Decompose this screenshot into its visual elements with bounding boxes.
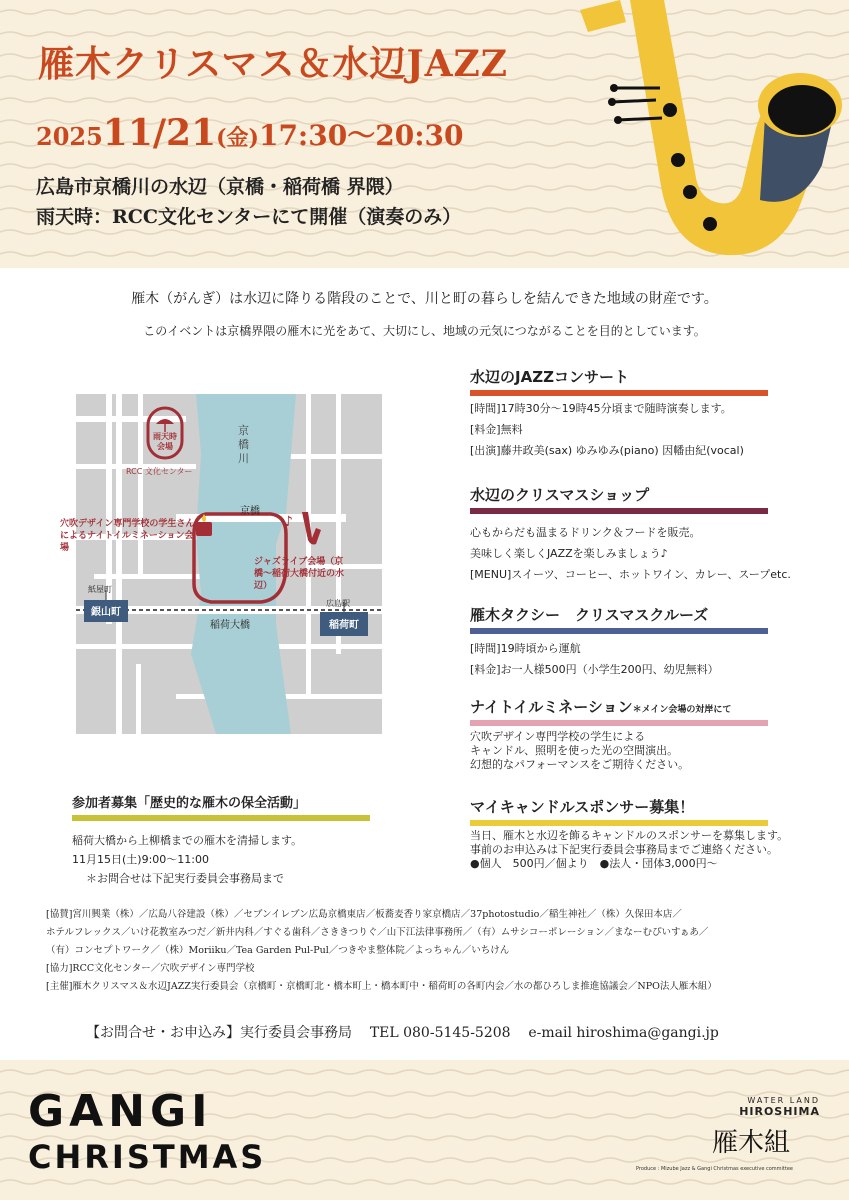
event-weekday: (金) <box>216 125 259 151</box>
volunteer-line: ＊お問合せは下記実行委員会事務局まで <box>86 872 284 885</box>
section-line: 穴吹デザイン専門学校の学生による <box>470 730 646 743</box>
section-line: 美味しく楽しくJAZZを楽しみましょう♪ <box>470 547 668 560</box>
credits-line: ホテルフレックス／いけ花教室みつだ／新井内科／すぐる歯科／さききつりぐ／山下江法律事務所／（有）ムサシコーポレーション／まなーむぴいすぁあ／ <box>46 927 709 938</box>
section-candle-sponsor <box>470 796 789 871</box>
produce-credit: Produce : Mizube Jazz & Gangi Christmas executive committee <box>636 1166 793 1172</box>
credits-line: （有）コンセプトワーク／（株）Moriiku／Tea Garden Pul-Pul／つきやま整体院／よっちゃん／いちけん <box>46 945 510 956</box>
contact-tel[interactable]: TEL 080-5145-5208 <box>369 1025 511 1041</box>
section-line: ●個人 500円／個より ●法人・団体3,000円〜 <box>470 857 718 870</box>
section-line: 幻想的なパフォーマンスをご期待ください。 <box>470 758 690 771</box>
place-line-1: 広島市京橋川の水辺（京橋・稲荷橋 界隈） <box>36 176 404 198</box>
section-line: キャンドル、照明を使った光の空間演出。 <box>470 744 679 757</box>
credits-line: [主催]雁木クリスマス＆水辺JAZZ実行委員会（京橋町・京橋町北・橋本町上・橋本町中・稲荷町の各町内会／水の都ひろしま推進協議会／NPO法人雁木組） <box>46 981 717 992</box>
section-bar <box>470 628 768 634</box>
gangi-christmas-logo <box>28 1086 267 1180</box>
map-label-ginzan: 銀山町 <box>91 607 121 618</box>
section-title-text: ナイトイルミネーション <box>470 698 633 716</box>
map-label-inari: 稲荷町 <box>329 620 359 631</box>
event-place <box>36 172 461 232</box>
logo-line-1: GANGI <box>28 1086 213 1137</box>
section-line: [料金]お一人様500円（小学生200円、幼児無料） <box>470 663 719 676</box>
section-bar <box>470 820 768 826</box>
event-date <box>36 112 464 154</box>
section-title <box>470 696 770 717</box>
section-christmas-shop <box>470 484 791 585</box>
wave-line <box>0 1070 849 1074</box>
volunteer-line: 11月15日(土)9:00〜11:00 <box>72 853 209 866</box>
credits-line: [協賛]宮川興業（株）／広島八谷建設（株）／セブンイレブン広島京橋東店／板蕎麦香り家京橋店／37photostudio／稲生神社／（株）久保田本店／ <box>46 909 682 920</box>
event-month-day: 11/21 <box>102 112 217 154</box>
saxophone-illustration <box>560 0 849 268</box>
map-label-illumination: 穴吹デザイン専門学校の学生さんによるナイトイルミネーション会場 <box>60 519 195 553</box>
section-line: [時間]19時頃から運航 <box>470 642 581 655</box>
section-line: [時間]17時30分〜19時45分頃まで随時演奏します。 <box>470 402 732 415</box>
section-bar <box>470 508 768 514</box>
section-line: 当日、雁木と水辺を飾るキャンドルのスポンサーを募集します。 <box>470 829 789 842</box>
section-night-illumination <box>470 696 770 772</box>
gangigumi-logo: 雁木組 <box>712 1128 791 1158</box>
contact-label: 【お問合せ・お申込み】実行委員会事務局 <box>86 1025 352 1041</box>
event-year: 2025 <box>36 122 103 151</box>
logo-line-2: CHRISTMAS <box>28 1138 267 1176</box>
credits-line: [協力]RCC文化センター／穴吹デザイン専門学校 <box>46 963 255 974</box>
section-title: マイキャンドルスポンサー募集！ <box>470 798 695 816</box>
section-line: 事前のお申込みは下記実行委員会事務局までご連絡ください。 <box>470 843 778 856</box>
waterland-line-2: HIROSHIMA <box>739 1105 820 1118</box>
waterland-line-1: WATER LAND <box>747 1096 820 1105</box>
section-line: 心もからだも温まるドリンク＆フードを販売。 <box>470 526 701 539</box>
section-line: [MENU]スイーツ、コーヒー、ホットワイン、カレー、スープetc. <box>470 568 791 581</box>
map-label-rcc: RCC 文化センター <box>126 467 193 476</box>
volunteer-section <box>72 792 372 888</box>
map-label-inari-bridge: 稲荷大橋 <box>210 620 250 631</box>
intro-line-1: 雁木（がんぎ）は水辺に降りる階段のことで、川と町の暮らしを結んできた地域の財産です。 <box>131 291 718 307</box>
section-bar <box>470 720 768 726</box>
section-gangi-taxi <box>470 604 770 680</box>
section-note: ＊メイン会場の対岸にて <box>632 705 732 715</box>
event-title: 雁木クリスマス＆水辺JAZZ <box>38 43 509 85</box>
map-label-kamiyacho: 紙屋町 <box>88 585 112 594</box>
wave-line <box>0 1180 849 1184</box>
music-note-icon: ♪ <box>284 514 293 530</box>
contact-email[interactable]: e-mail hiroshima@gangi.jp <box>528 1025 719 1041</box>
section-line: [料金]無料 <box>470 423 523 436</box>
event-time: 17:30〜20:30 <box>258 119 464 152</box>
map-label-kyobashi: 京橋 <box>240 506 260 517</box>
map-label-hiroshima-station: 広島駅 <box>326 599 350 608</box>
map-label-river: 京橋川 <box>238 424 249 465</box>
map-label-rain-venue: 雨天時会場 <box>153 432 177 451</box>
section-jazz-concert <box>470 366 770 461</box>
volunteer-bar <box>72 815 370 821</box>
volunteer-title: 参加者募集「歴史的な雁木の保全活動」 <box>72 796 307 811</box>
section-title: 水辺のJAZZコンサート <box>470 368 629 386</box>
credits-block <box>46 906 826 996</box>
section-bar <box>470 390 768 396</box>
map-label-jazz: ジャズライブ会場（京橋〜稲荷大橋付近の水辺） <box>254 557 345 591</box>
volunteer-line: 稲荷大橋から上柳橋までの雁木を清掃します。 <box>72 834 303 847</box>
section-title: 雁木タクシー クリスマスクルーズ <box>470 606 709 624</box>
section-line: [出演]藤井政美(sax) ゆみゆみ(piano) 因幡由紀(vocal) <box>470 444 744 457</box>
intro-line-2: このイベントは京橋界隈の雁木に光をあて、大切にし、地域の元気につながることを目的としています。 <box>143 324 706 338</box>
contact-line <box>86 1022 719 1042</box>
section-title: 水辺のクリスマスショップ <box>470 486 650 504</box>
place-line-2: 雨天時：RCC文化センターにて開催（演奏のみ） <box>36 206 462 228</box>
waterland-logo <box>640 1096 820 1118</box>
